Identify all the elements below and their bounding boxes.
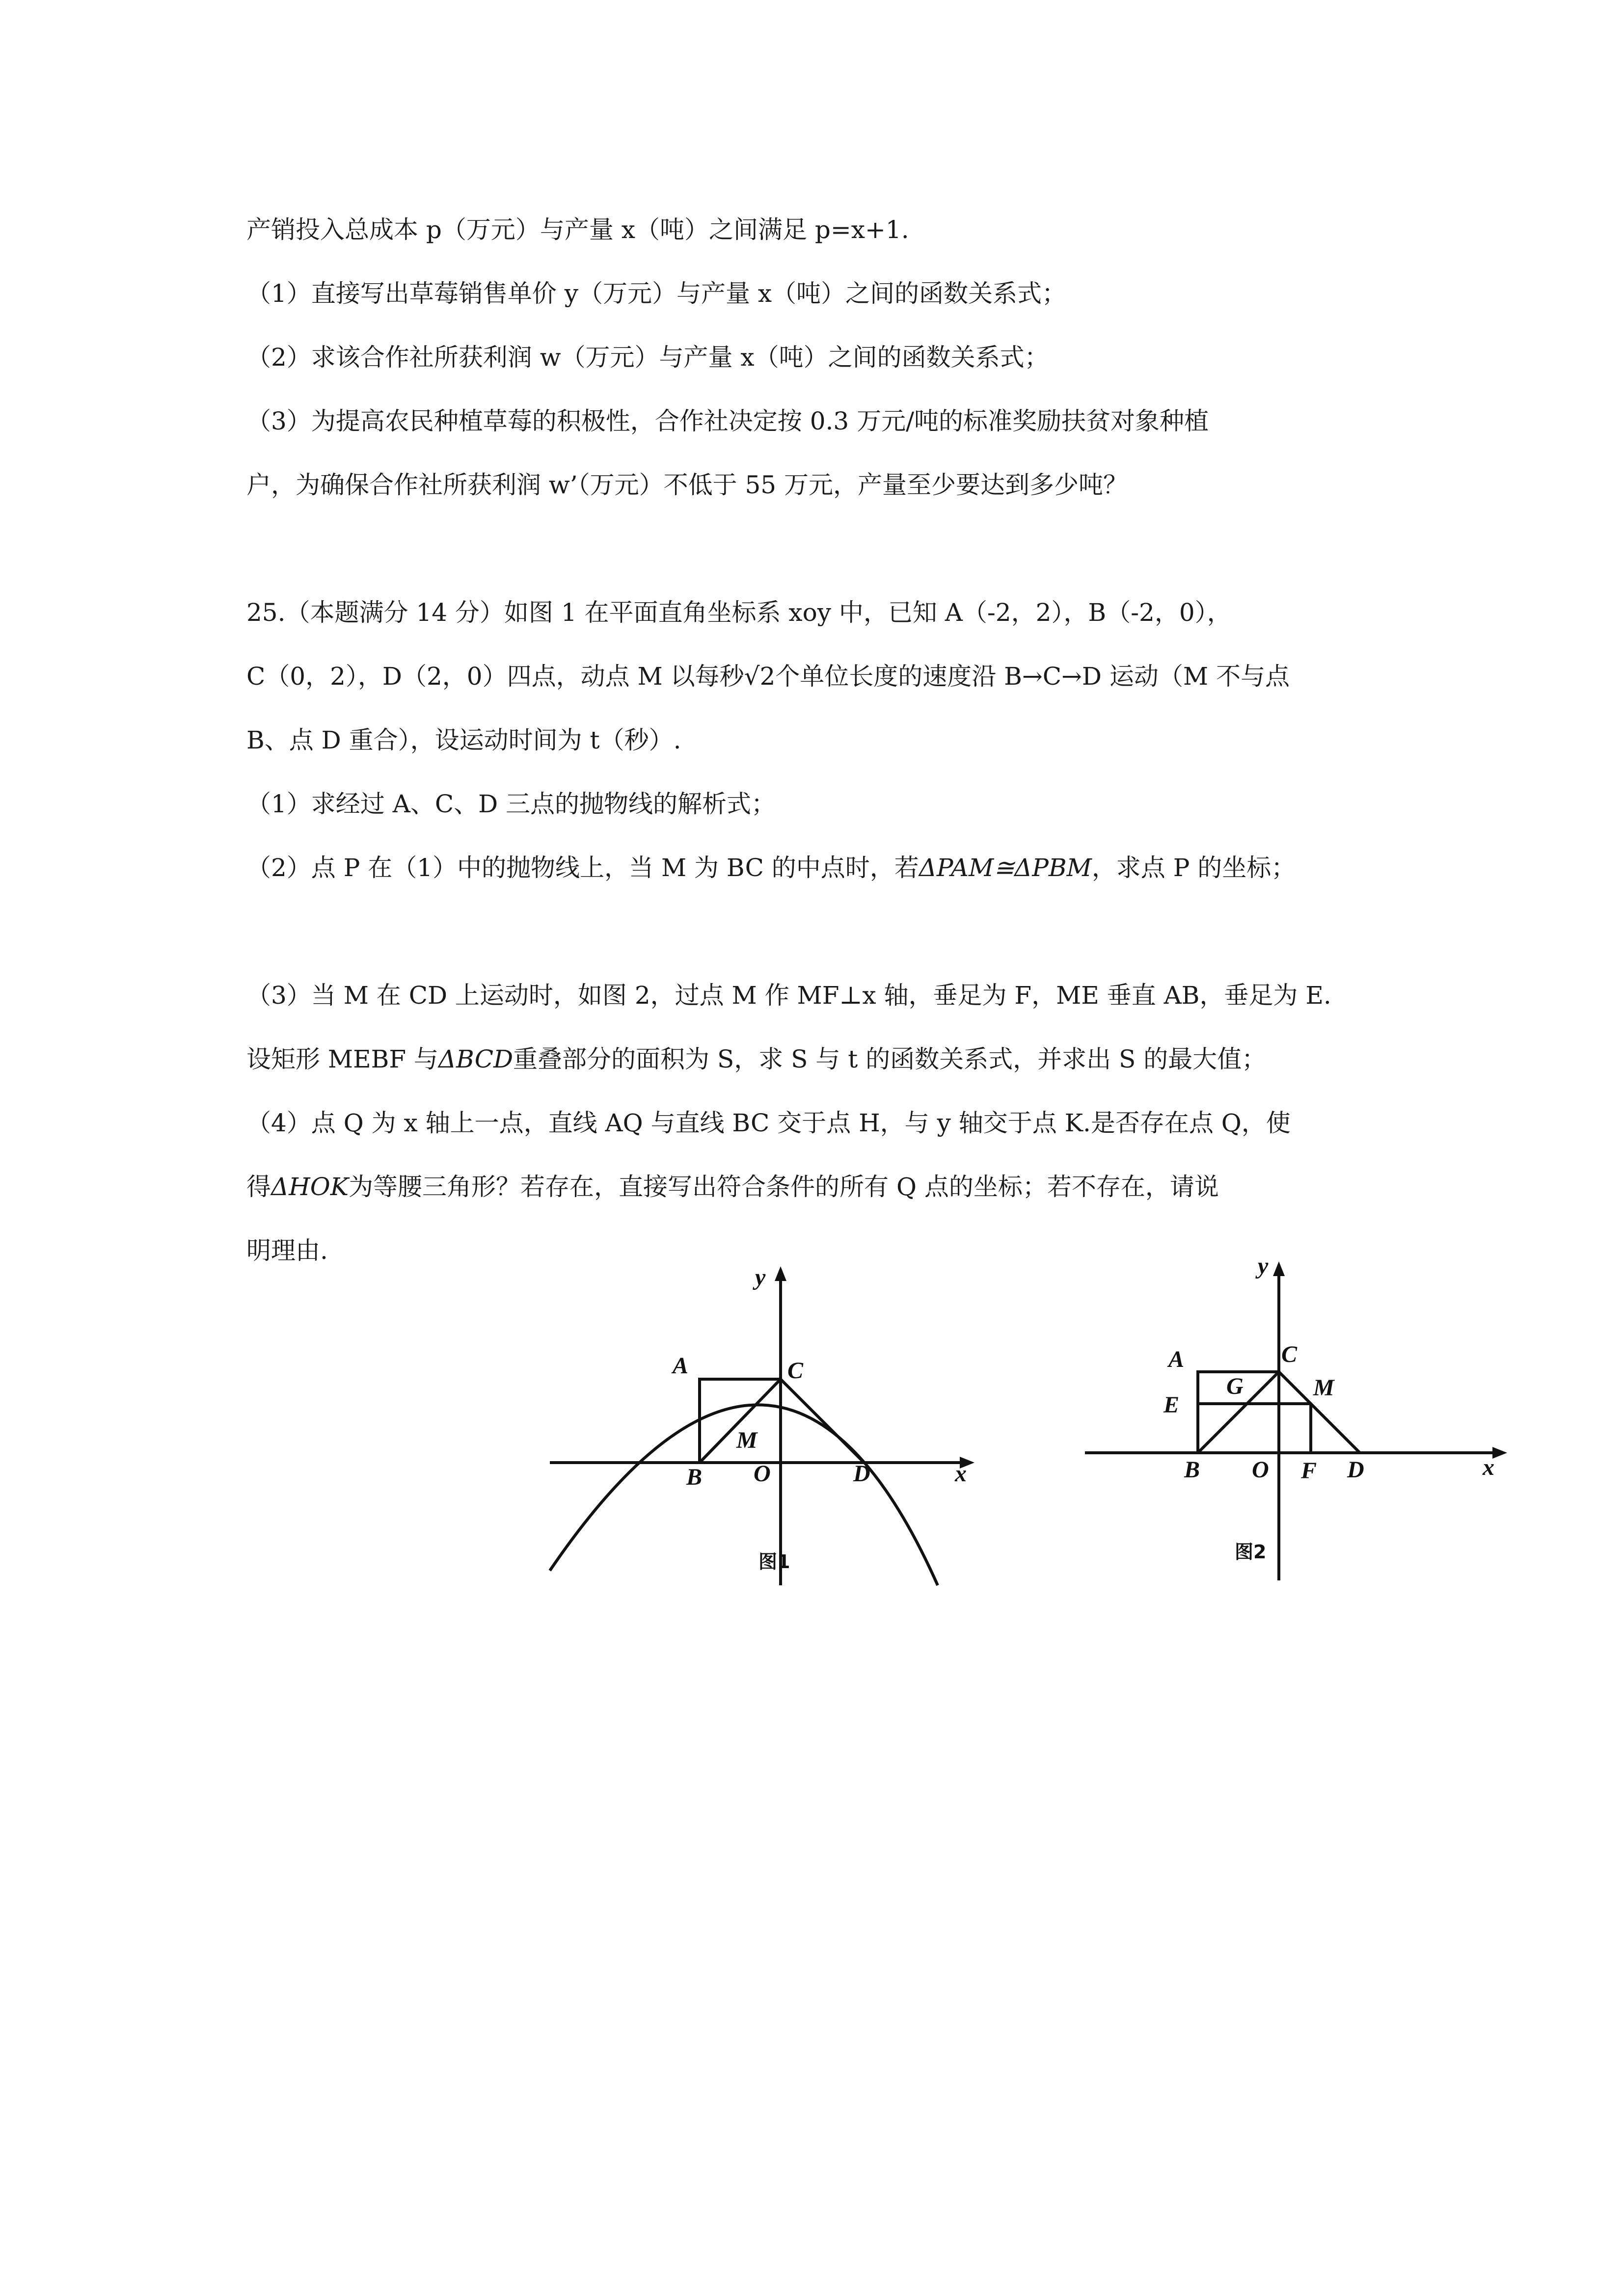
p25-question-4a: （4）点 Q 为 x 轴上一点，直线 AQ 与直线 BC 交于点 H，与 y 轴交于点 K.是否存在点 Q，使 — [246, 1109, 1291, 1137]
sqrt-two: √2 — [744, 662, 776, 691]
p25-q4b-1: 得 — [246, 1173, 271, 1201]
fig2-label-g: G — [1226, 1373, 1244, 1399]
fig2-label-o: O — [1252, 1457, 1269, 1483]
fig2-label-e: E — [1164, 1392, 1180, 1418]
fig1-label-x: x — [955, 1461, 967, 1487]
triangle-bcd: ΔBCD — [438, 1045, 514, 1073]
p25-line-2-a: C（0，2），D（2，0）四点，动点 M 以每秒 — [246, 662, 744, 691]
p25-q3b-2: 重叠部分的面积为 S，求 S 与 t 的函数关系式，并求出 S 的最大值； — [513, 1045, 1267, 1073]
fig2-label-f: F — [1301, 1458, 1317, 1484]
fig2-caption: 图2 — [1235, 1541, 1267, 1563]
figure-2 — [1070, 1242, 1512, 1575]
fig2-label-x: x — [1483, 1454, 1494, 1480]
p24-question-3b: 户，为确保合作社所获利润 w’（万元）不低于 55 万元，产量至少要达到多少吨？ — [246, 471, 1128, 499]
fig1-y-arrow-icon — [775, 1266, 786, 1281]
p25-q2-b: ，求点 P 的坐标； — [1091, 854, 1296, 882]
p25-line-3: B、点 D 重合），设运动时间为 t（秒）. — [246, 726, 681, 754]
figure-1 — [540, 1247, 1031, 1580]
fig2-label-d: D — [1347, 1457, 1364, 1483]
p24-question-3a: （3）为提高农民种植草莓的积极性，合作社决定按 0.3 万元/吨的标准奖励扶贫对象种植 — [246, 407, 1209, 435]
p25-question-1: （1）求经过 A、C、D 三点的抛物线的解析式； — [246, 790, 776, 818]
fig2-label-a: A — [1168, 1346, 1185, 1372]
fig2-label-b: B — [1184, 1457, 1200, 1483]
fig1-label-o: O — [754, 1461, 771, 1487]
p24-question-1: （1）直接写出草莓销售单价 y（万元）与产量 x（吨）之间的函数关系式； — [246, 279, 1067, 308]
p25-header: 25.（本题满分 14 分）如图 1 在平面直角坐标系 xoy 中，已知 A（-2，2），B（-2，0）， — [246, 598, 1232, 627]
p25-line-2 — [246, 662, 1290, 691]
p25-question-2 — [246, 853, 1296, 882]
triangle-hok: ΔHOK — [271, 1173, 349, 1201]
fig1-label-b: B — [686, 1464, 703, 1490]
fig2-x-arrow-icon — [1492, 1447, 1507, 1459]
p24-cost-text: 产销投入总成本 p（万元）与产量 x（吨）之间满足 p=x+1. — [246, 215, 909, 244]
p25-line-2-b: 个单位长度的速度沿 B→C→D 运动（M 不与点 — [775, 662, 1290, 691]
fig1-label-c: C — [787, 1358, 804, 1384]
fig1-label-y: y — [755, 1264, 766, 1290]
fig2-label-y: y — [1258, 1253, 1269, 1279]
p25-question-3b — [246, 1044, 1266, 1074]
p25-question-4c: 明理由. — [246, 1236, 328, 1265]
p25-q3b-1: 设矩形 MEBF 与 — [246, 1045, 438, 1073]
congruence-expression: ΔPAM≅ΔPBM — [919, 854, 1092, 882]
fig2-label-m: M — [1313, 1375, 1334, 1401]
p25-question-3a: （3）当 M 在 CD 上运动时，如图 2，过点 M 作 MF⊥x 轴，垂足为 F，ME 垂直 AB，垂足为 E. — [246, 981, 1331, 1010]
fig1-segment-cd — [781, 1379, 864, 1463]
fig2-y-arrow-icon — [1273, 1261, 1285, 1276]
fig1-caption: 图1 — [758, 1551, 790, 1573]
p24-question-2: （2）求该合作社所获利润 w（万元）与产量 x（吨）之间的函数关系式； — [246, 343, 1049, 372]
fig1-label-a: A — [673, 1353, 689, 1379]
fig1-label-m: M — [736, 1427, 758, 1453]
fig2-label-c: C — [1281, 1341, 1298, 1367]
p25-q4b-2: 为等腰三角形？若存在，直接写出符合条件的所有 Q 点的坐标；若不存在，请说 — [349, 1173, 1219, 1201]
p25-q2-a: （2）点 P 在（1）中的抛物线上，当 M 为 BC 的中点时，若 — [246, 854, 919, 882]
fig1-label-d: D — [853, 1461, 870, 1487]
p25-question-4b — [246, 1172, 1219, 1201]
